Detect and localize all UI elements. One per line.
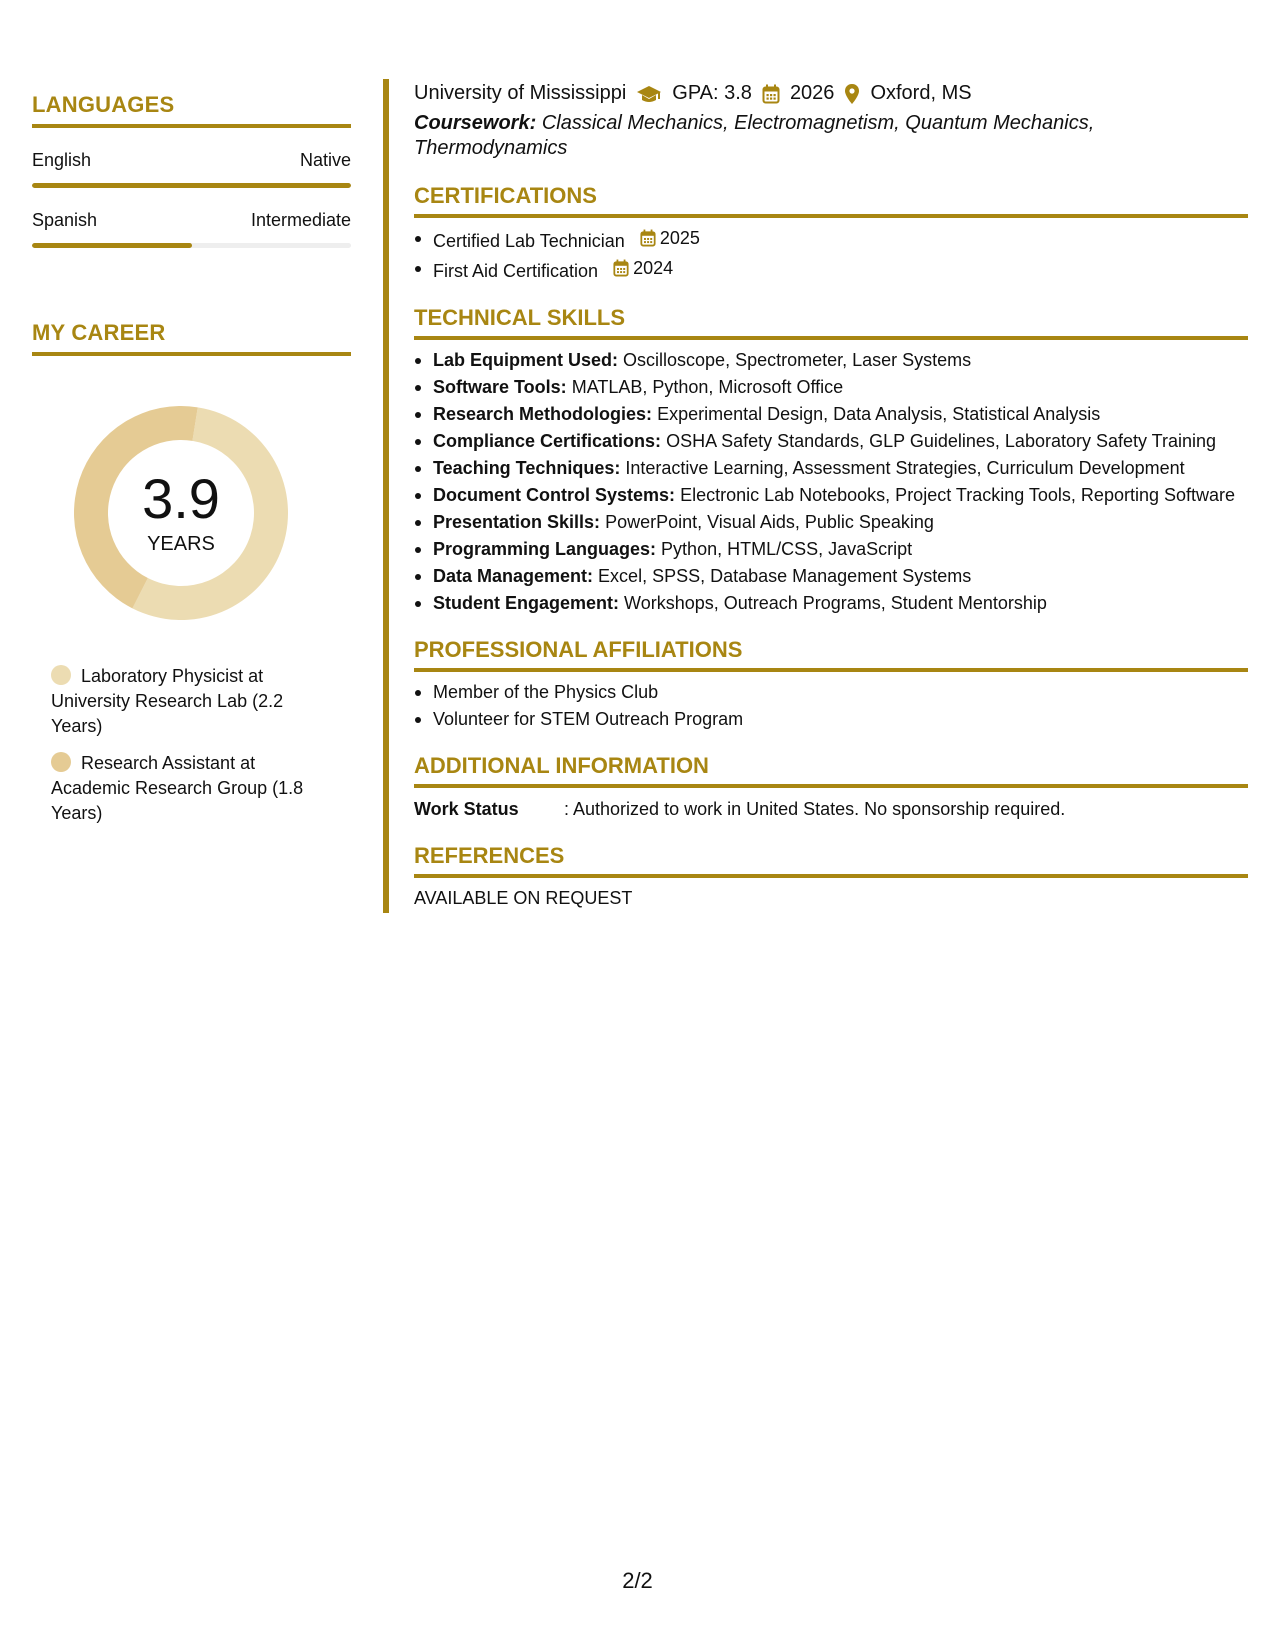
skill-label: Teaching Techniques: [433,458,621,478]
skill-value: Python, HTML/CSS, JavaScript [661,539,913,559]
education-line [414,82,1248,105]
skill-item [414,483,1248,507]
skill-value: MATLAB, Python, Microsoft Office [571,377,844,397]
skill-item [414,537,1248,561]
career-title: MY CAREER [32,320,351,356]
language-proficiency-fill [32,183,351,188]
references-text: AVAILABLE ON REQUEST [414,888,633,908]
skill-value: Excel, SPSS, Database Management Systems [598,566,972,586]
school-location: Oxford, MS [870,82,972,104]
skill-value: Workshops, Outreach Programs, Student Mentorship [624,593,1047,613]
skill-label: Research Methodologies: [433,404,653,424]
coursework [414,111,1248,161]
career-legend [32,664,351,826]
gpa-meta [636,82,752,105]
affiliations-section [414,637,1248,731]
language-level: Native [299,150,351,170]
right-column [414,82,1248,909]
certifications-list [414,226,1248,283]
skill-item [414,429,1248,453]
skill-value: Experimental Design, Data Analysis, Statistical Analysis [657,404,1101,424]
technical-skills-section [414,305,1248,615]
calendar-icon [640,229,656,247]
certification-name: Certified Lab Technician [433,231,625,251]
certifications-section [414,183,1248,283]
location-meta [844,82,971,105]
affiliation-item: Member of the Physics Club [414,680,1248,704]
skill-item [414,591,1248,615]
skill-item [414,348,1248,372]
school-name: University of Mississippi [414,82,627,104]
skill-label: Document Control Systems: [433,485,676,505]
technical-skills-title: TECHNICAL SKILLS [414,305,1248,340]
calendar-icon [613,259,629,277]
coursework-label: Coursework: [414,112,537,134]
certification-item [414,226,1248,253]
language-item [32,210,351,248]
certifications-title: CERTIFICATIONS [414,183,1248,218]
languages-title: LANGUAGES [32,92,351,128]
legend-dot-icon [51,665,71,685]
column-divider [383,79,389,913]
skill-label: Programming Languages: [433,539,657,559]
language-proficiency-bar [32,243,351,248]
additional-info-title: ADDITIONAL INFORMATION [414,753,1248,788]
skill-value: Interactive Learning, Assessment Strategies, Curriculum Development [625,458,1185,478]
technical-skills-list [414,348,1248,615]
left-column [32,92,351,838]
certification-name: First Aid Certification [433,261,599,281]
certification-year: 2025 [659,228,700,248]
language-proficiency-fill [32,243,192,248]
skill-item [414,402,1248,426]
language-item [32,150,351,188]
career-legend-item [51,751,321,826]
skill-value: Electronic Lab Notebooks, Project Tracking Tools, Reporting Software [680,485,1236,505]
skill-label: Compliance Certifications: [433,431,662,451]
skill-item [414,375,1248,399]
skill-label: Presentation Skills: [433,512,601,532]
skill-value: Oscilloscope, Spectrometer, Laser Systems [623,350,972,370]
work-status-value: : Authorized to work in United States. No sponsorship required. [564,799,1066,819]
language-proficiency-bar [32,183,351,188]
graduation-cap-icon [636,84,662,104]
additional-info-section [414,753,1248,821]
career-total-unit: YEARS [147,532,215,555]
graduation-year: 2026 [789,82,835,104]
skill-value: PowerPoint, Visual Aids, Public Speaking [605,512,934,532]
references-section [414,843,1248,909]
career-total-value: 3.9 [142,466,220,530]
skill-item [414,564,1248,588]
gpa-value: GPA: 3.8 [672,82,752,104]
location-pin-icon [844,83,860,105]
legend-dot-icon [51,752,71,772]
language-level: Intermediate [250,210,351,230]
references-title: REFERENCES [414,843,1248,878]
career-donut-chart [66,398,296,628]
skill-label: Data Management: [433,566,594,586]
year-meta [762,82,835,105]
affiliations-list [414,680,1248,731]
career-role-label: Laboratory Physicist at University Research Lab (2.2 Years) [51,666,284,736]
certification-item [414,256,1248,283]
skill-item [414,456,1248,480]
skill-label: Software Tools: [433,377,567,397]
skill-label: Lab Equipment Used: [433,350,619,370]
skill-item [414,510,1248,534]
skill-label: Student Engagement: [433,593,620,613]
page-number: 2/2 [622,1568,653,1593]
affiliations-title: PROFESSIONAL AFFILIATIONS [414,637,1248,672]
affiliation-item: Volunteer for STEM Outreach Program [414,707,1248,731]
language-name: Spanish [32,210,98,230]
career-legend-item [51,664,321,739]
certification-year: 2024 [633,258,674,278]
coursework-list: Classical Mechanics, Electromagnetism, Quantum Mechanics, Thermodynamics [414,112,1095,159]
skill-value: OSHA Safety Standards, GLP Guidelines, Laboratory Safety Training [666,431,1217,451]
career-role-label: Research Assistant at Academic Research Group (1.8 Years) [51,753,304,823]
language-name: English [32,150,92,170]
work-status-label: Work Status [414,799,519,819]
calendar-icon [762,84,780,104]
